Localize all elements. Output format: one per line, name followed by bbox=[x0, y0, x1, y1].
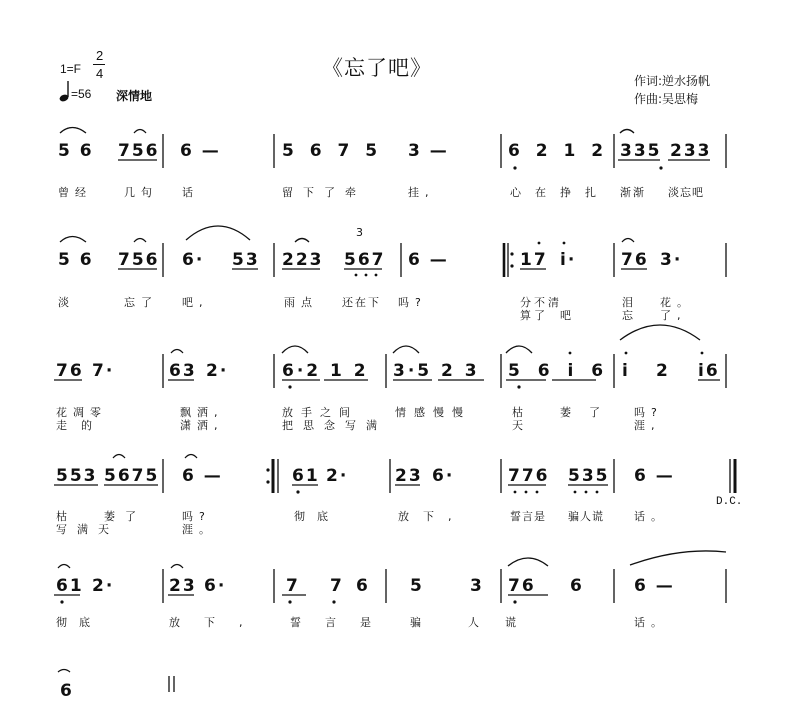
note-group: 7· bbox=[92, 361, 115, 381]
note-group: 756 bbox=[118, 141, 160, 161]
note-group: 2· bbox=[92, 576, 115, 596]
note-group: 233 bbox=[670, 141, 712, 161]
lyric: 萎了 bbox=[104, 510, 146, 523]
note-group: 6· bbox=[204, 576, 227, 596]
lyric: 飘洒, bbox=[180, 406, 224, 419]
note-group: 6 — bbox=[634, 576, 675, 596]
lyricist-credit: 作词:逆水扬帆 bbox=[634, 74, 711, 88]
lyric: 彻底 bbox=[56, 616, 102, 629]
note-group: 76 bbox=[508, 576, 536, 596]
note-group: i· bbox=[560, 250, 577, 270]
note-group: 335 bbox=[620, 141, 662, 161]
triplet-mark: 3 bbox=[356, 226, 363, 239]
note-group: 2· bbox=[326, 466, 349, 486]
lyric: 忘 bbox=[622, 309, 639, 322]
note-group: 5 bbox=[410, 576, 424, 596]
note-group: 6 — bbox=[182, 466, 223, 486]
note-group: 61 bbox=[56, 576, 84, 596]
lyric: 把思念写满 bbox=[282, 419, 387, 432]
note-group: 2 bbox=[656, 361, 670, 381]
lyric: 心在挣扎 bbox=[510, 186, 610, 199]
note-group: i6 bbox=[698, 361, 720, 381]
note-group: 3· bbox=[660, 250, 683, 270]
note-group: 6 bbox=[60, 681, 74, 701]
note-group: 535 bbox=[568, 466, 610, 486]
key-signature: 1=F bbox=[60, 62, 82, 76]
composer-credit: 作曲:吴思梅 bbox=[634, 92, 699, 106]
lyric: 情感慢慢 bbox=[395, 406, 471, 419]
lyric: 吧 bbox=[560, 309, 577, 322]
lyric: 吗? bbox=[398, 296, 427, 309]
note-group: 6· bbox=[432, 466, 455, 486]
time-signature-top: 2 bbox=[96, 48, 104, 63]
lyric: 天 bbox=[512, 419, 529, 432]
note-group: 5 6 i 6 bbox=[508, 361, 610, 381]
lyric: 几句 bbox=[124, 186, 158, 199]
note-group: 53 bbox=[232, 250, 260, 270]
lyric: 曾经 bbox=[58, 186, 92, 199]
lyric: 枯 bbox=[56, 510, 73, 523]
lyric: 放下, bbox=[398, 510, 466, 523]
lyric: 萎了 bbox=[560, 406, 618, 419]
lyric: 了, bbox=[660, 309, 687, 322]
da-capo-mark: D.C. bbox=[716, 496, 743, 508]
lyric: 人谎 bbox=[468, 616, 542, 629]
note-group: 553 bbox=[56, 466, 98, 486]
expression-marking: 深情地 bbox=[116, 89, 153, 103]
note-group: 76 bbox=[56, 361, 84, 381]
note-group: 6 bbox=[356, 576, 370, 596]
lyric: 走的 bbox=[56, 419, 106, 432]
note-group: 76 bbox=[621, 250, 649, 270]
note-group: 223 bbox=[282, 250, 324, 270]
note-group: 3 bbox=[470, 576, 484, 596]
note-group: 5 6 bbox=[58, 250, 94, 270]
note-group: 17 bbox=[520, 250, 548, 270]
lyric: 骗人谎 bbox=[568, 510, 604, 523]
lyric: 留下了牵 bbox=[282, 186, 366, 199]
lyric: 算了 bbox=[520, 309, 548, 322]
note-group: 23 bbox=[169, 576, 197, 596]
note-group: 5 6 bbox=[58, 141, 94, 161]
song-title: 《忘了吧》 bbox=[322, 56, 432, 80]
note-group: 6 — bbox=[180, 141, 221, 161]
note-group: 7 bbox=[330, 576, 344, 596]
note-group: 61 bbox=[292, 466, 320, 486]
lyric: 写满天 bbox=[56, 523, 119, 536]
lyric: 淡忘吧 bbox=[668, 186, 704, 199]
note-group: 7 bbox=[286, 576, 300, 596]
lyric: 花。 bbox=[660, 296, 694, 309]
lyric: 放手之间 bbox=[282, 406, 358, 419]
note-group: 6 — bbox=[634, 466, 675, 486]
lyric: 分不清 bbox=[520, 296, 562, 309]
note-group: 567 bbox=[344, 250, 386, 270]
lyric: 涯, bbox=[634, 419, 661, 432]
note-group: 5675 bbox=[104, 466, 160, 486]
lyric: 吗? bbox=[634, 406, 663, 419]
lyric: 吧, bbox=[182, 296, 209, 309]
note-group: 6 — bbox=[408, 250, 449, 270]
tempo-marking: =56 bbox=[71, 87, 92, 101]
note-group: 6 2 1 2 bbox=[508, 141, 609, 161]
note-group: 6 bbox=[570, 576, 584, 596]
lyric: 誓言是 bbox=[290, 616, 395, 629]
note-group: 63 bbox=[169, 361, 197, 381]
lyric: 花凋零 bbox=[56, 406, 107, 419]
note-group: 3·5 2 3 bbox=[393, 361, 480, 381]
lyric: 枯 bbox=[512, 406, 529, 419]
lyric: 涯。 bbox=[182, 523, 216, 536]
lyric: 话。 bbox=[634, 616, 668, 629]
note-group: 23 bbox=[395, 466, 423, 486]
lyric: 彻底 bbox=[294, 510, 340, 523]
lyric: 忘了 bbox=[124, 296, 158, 309]
lyric: 泪 bbox=[622, 296, 639, 309]
lyric: 誓言是 bbox=[510, 510, 546, 523]
lyric: 话。 bbox=[634, 510, 668, 523]
note-group: 3 — bbox=[408, 141, 449, 161]
lyric: 骗 bbox=[410, 616, 427, 629]
lyric: 吗? bbox=[182, 510, 211, 523]
note-group: 6· bbox=[182, 250, 205, 270]
note-group: 5 6 7 5 bbox=[282, 141, 383, 161]
lyric: 挂, bbox=[408, 186, 435, 199]
lyric: 放下, bbox=[169, 616, 267, 629]
note-group: 6·2 1 2 bbox=[282, 361, 369, 381]
note-group: 2· bbox=[206, 361, 229, 381]
time-signature-bottom: 4 bbox=[96, 66, 104, 81]
lyric: 雨点 bbox=[284, 296, 318, 309]
lyric: 淡 bbox=[58, 296, 75, 309]
note-group: 756 bbox=[118, 250, 160, 270]
note-group: i bbox=[622, 361, 630, 381]
lyric: 渐渐 bbox=[620, 186, 646, 199]
lyric: 潇洒, bbox=[180, 419, 224, 432]
note-group: 776 bbox=[508, 466, 550, 486]
lyric: 还在下 bbox=[342, 296, 381, 309]
lyric: 话 bbox=[182, 186, 199, 199]
